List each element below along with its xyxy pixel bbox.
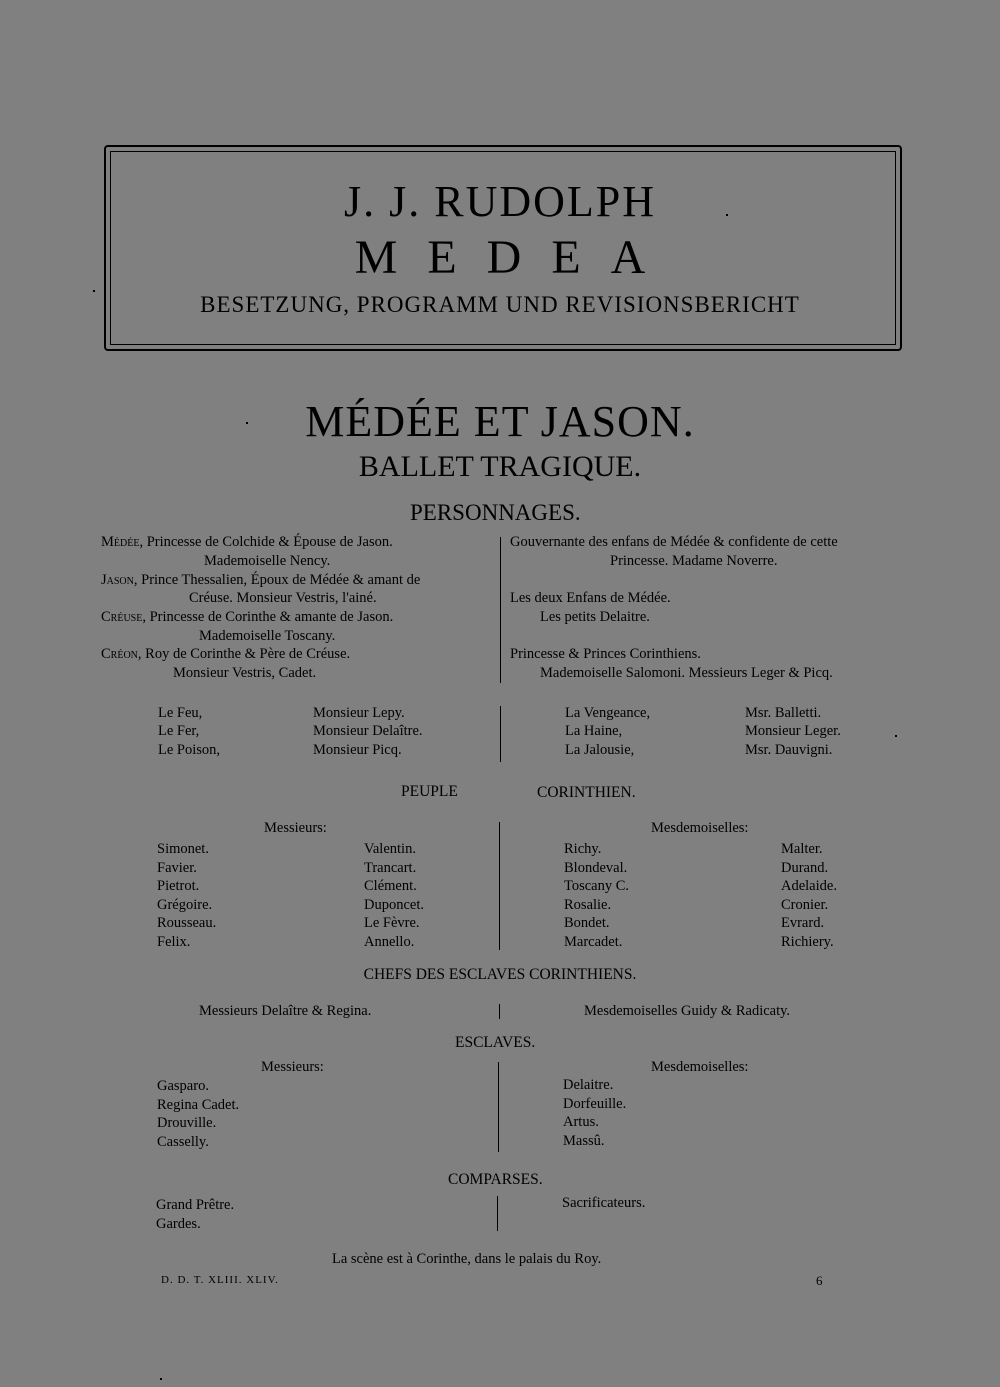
- esclaves-heading: ESCLAVES.: [455, 1034, 536, 1051]
- page-number: 6: [816, 1273, 823, 1288]
- comparses-heading: COMPARSES.: [448, 1171, 543, 1188]
- mesdemoiselles-label: Mesdemoiselles:: [651, 820, 749, 836]
- mesdemoiselles-label: Mesdemoiselles:: [651, 1059, 749, 1075]
- dancer-name: Pietrot.: [157, 878, 200, 894]
- role-name: Créuse: [101, 609, 143, 625]
- dancer-name: Rousseau.: [157, 915, 217, 931]
- column-divider: [498, 1062, 499, 1152]
- scan-speck: [160, 1378, 162, 1380]
- comparse-name: Sacrificateurs.: [562, 1195, 646, 1211]
- role-princes: Princesse & Princes Corinthiens.: [510, 646, 701, 662]
- column-divider: [500, 537, 501, 683]
- chefs-heading: CHEFS DES ESCLAVES CORINTHIENS.: [363, 966, 637, 983]
- dancer-name: Felix.: [157, 934, 191, 950]
- chefs-women: Mesdemoiselles Guidy & Radicaty.: [584, 1003, 791, 1019]
- slave-name: Artus.: [563, 1114, 599, 1130]
- scan-speck: [246, 422, 248, 424]
- role-creuse: [101, 608, 393, 627]
- dancer-name: Malter.: [781, 841, 823, 857]
- chefs-men: Messieurs Delaître & Regina.: [199, 1003, 372, 1019]
- dancer-name: Favier.: [157, 860, 197, 876]
- scene-note: La scène est à Corinthe, dans le palais du Roy.: [332, 1251, 602, 1267]
- role-desc: , Prince Thessalien, Époux de Médée & amant de: [133, 572, 421, 588]
- allegory-role: La Haine,: [565, 723, 623, 739]
- ballet-title: MÉDÉE ET JASON.: [305, 397, 695, 446]
- frame-subtitle: BESETZUNG, PROGRAMM UND REVISIONSBERICHT: [200, 292, 800, 317]
- dancer-name: Blondeval.: [564, 860, 628, 876]
- scan-speck: [93, 290, 95, 292]
- messieurs-label: Messieurs:: [261, 1059, 324, 1075]
- composer-name: J. J. RUDOLPH: [343, 177, 657, 226]
- slave-name: Dorfeuille.: [563, 1096, 627, 1112]
- actor-creon: Monsieur Vestris, Cadet.: [173, 665, 317, 681]
- allegory-actor: Monsieur Delaître.: [313, 723, 423, 739]
- dancer-name: Clément.: [364, 878, 417, 894]
- dancer-name: Marcadet.: [564, 934, 623, 950]
- dancer-name: Evrard.: [781, 915, 825, 931]
- role-name: Médée: [101, 534, 140, 550]
- allegory-actor: Monsieur Lepy.: [313, 705, 405, 721]
- dancer-name: Grégoire.: [157, 897, 213, 913]
- ballet-subtitle: BALLET TRAGIQUE.: [358, 450, 642, 483]
- dancer-name: Annello.: [364, 934, 415, 950]
- opera-title: MEDEA: [354, 231, 676, 284]
- dancer-name: Richiery.: [781, 934, 834, 950]
- dancer-name: Valentin.: [364, 841, 416, 857]
- role-desc: , Roy de Corinthe & Père de Créuse.: [137, 646, 351, 662]
- comparse-name: Gardes.: [156, 1216, 201, 1232]
- slave-name: Gasparo.: [157, 1078, 209, 1094]
- dancer-name: Bondet.: [564, 915, 610, 931]
- dancer-name: Durand.: [781, 860, 829, 876]
- slave-name: Delaitre.: [563, 1077, 614, 1093]
- actor-enfans: Les petits Delaitre.: [540, 609, 650, 625]
- messieurs-label: Messieurs:: [264, 820, 327, 836]
- allegory-actor: Msr. Dauvigni.: [745, 742, 833, 758]
- series-reference: D. D. T. XLIII. XLIV.: [161, 1274, 279, 1286]
- dancer-name: Richy.: [564, 841, 602, 857]
- column-divider: [500, 706, 501, 762]
- allegory-actor: Msr. Balletti.: [745, 705, 822, 721]
- corinthien-heading: CORINTHIEN.: [537, 784, 636, 801]
- actor-princes: Mademoiselle Salomoni. Messieurs Leger & Picq.: [540, 665, 833, 681]
- role-name: Créon: [101, 646, 138, 662]
- column-divider: [497, 1196, 498, 1231]
- role-name: Jason: [101, 572, 134, 588]
- column-divider: [499, 822, 500, 950]
- dancer-name: Adelaide.: [781, 878, 837, 894]
- allegory-role: Le Fer,: [158, 723, 200, 739]
- slave-name: Massû.: [563, 1133, 605, 1149]
- dancer-name: Simonet.: [157, 841, 209, 857]
- allegory-role: Le Poison,: [158, 742, 221, 758]
- actor-gouvernante: Princesse. Madame Noverre.: [610, 553, 778, 569]
- dancer-name: Duponcet.: [364, 897, 424, 913]
- allegory-role: La Jalousie,: [565, 742, 635, 758]
- dancer-name: Cronier.: [781, 897, 829, 913]
- role-enfans: Les deux Enfans de Médée.: [510, 590, 671, 606]
- dancer-name: Trancart.: [364, 860, 417, 876]
- role-desc: , Princesse de Colchide & Épouse de Jason.: [139, 534, 393, 550]
- role-gouvernante: Gouvernante des enfans de Médée & confidente de cette: [510, 534, 838, 550]
- actor-creuse: Mademoiselle Toscany.: [199, 628, 336, 644]
- slave-name: Drouville.: [157, 1115, 217, 1131]
- allegory-actor: Monsieur Picq.: [313, 742, 402, 758]
- allegory-actor: Monsieur Leger.: [745, 723, 841, 739]
- allegory-role: La Vengeance,: [565, 705, 651, 721]
- allegory-role: Le Feu,: [158, 705, 203, 721]
- comparse-name: Grand Prêtre.: [156, 1197, 235, 1213]
- scan-speck: [895, 735, 897, 737]
- personnages-heading: PERSONNAGES.: [410, 500, 581, 525]
- dancer-name: Rosalie.: [564, 897, 612, 913]
- role-desc: , Princesse de Corinthe & amante de Jason.: [142, 609, 394, 625]
- actor-jason: Créuse. Monsieur Vestris, l'ainé.: [189, 590, 377, 606]
- scan-speck: [726, 214, 728, 216]
- role-creon: [101, 645, 350, 664]
- peuple-heading: PEUPLE: [401, 783, 458, 800]
- dancer-name: Toscany C.: [564, 878, 630, 894]
- actor-medee: Mademoiselle Nency.: [204, 553, 331, 569]
- column-divider: [499, 1004, 500, 1019]
- role-jason: [101, 571, 420, 590]
- slave-name: Regina Cadet.: [157, 1097, 240, 1113]
- slave-name: Casselly.: [157, 1134, 209, 1150]
- role-medee: [101, 533, 393, 552]
- dancer-name: Le Fèvre.: [364, 915, 420, 931]
